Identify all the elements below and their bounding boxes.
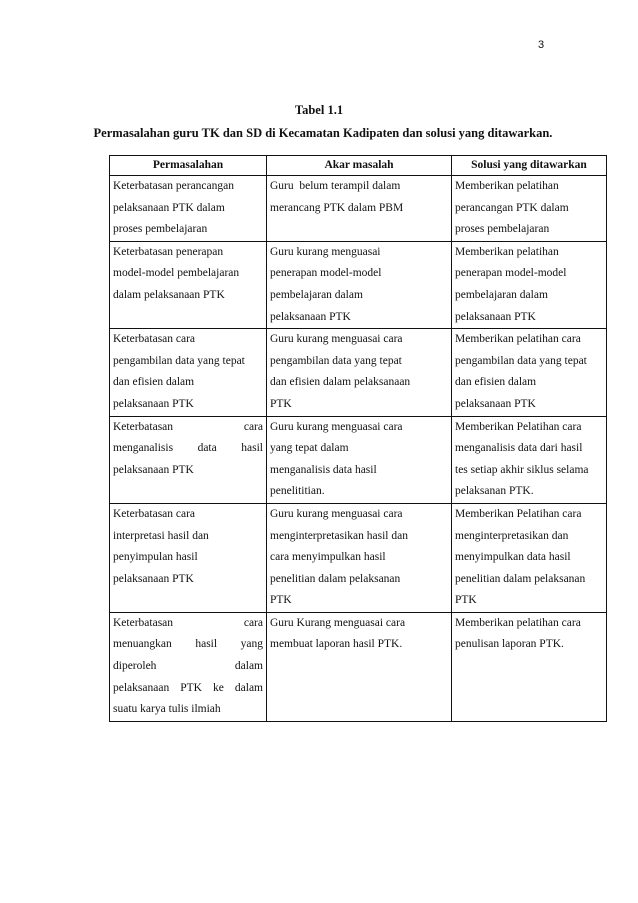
cell-line: menyimpulkan data hasil — [455, 551, 571, 564]
cell-line: pelaksanan PTK. — [455, 485, 534, 498]
problem-cell — [110, 329, 267, 416]
cell-line: pelaksanaan PTK — [455, 310, 536, 323]
cell-line: pembelajaran dalam — [270, 288, 363, 301]
cell-line: Guru kurang menguasai cara — [270, 507, 403, 520]
cell-line: interpretasi hasil dan — [113, 529, 209, 542]
cell-line: menganalisis data hasil — [113, 442, 263, 455]
cell-line: penerapan model-model — [455, 267, 567, 280]
solution-cell — [452, 612, 607, 721]
cell-line: PTK — [270, 594, 292, 607]
root-cause-cell — [267, 241, 452, 328]
problem-cell — [110, 503, 267, 612]
table-row — [110, 416, 607, 503]
cell-line: Keterbatasan penerapan — [113, 245, 224, 258]
cell-line: pelaksanaan PTK dalam — [113, 201, 225, 214]
cell-line: penerapan model-model — [270, 267, 382, 280]
header-solusi: Solusi yang ditawarkan — [452, 156, 607, 176]
cell-line: penyimpulan hasil — [113, 551, 198, 564]
cell-line: pelaksanaan PTK — [455, 397, 536, 410]
cell-line: penelitian dalam pelaksanan — [455, 572, 586, 585]
cell-line: penelitian dalam pelaksanan — [270, 572, 401, 585]
cell-line: Memberikan pelatihan cara — [455, 333, 581, 346]
cell-line: PTK — [455, 594, 477, 607]
problem-cell — [110, 416, 267, 503]
cell-line: cara menyimpulkan hasil — [270, 551, 386, 564]
cell-line: Keterbatasan perancangan — [113, 180, 234, 192]
cell-line: merancang PTK dalam PBM — [270, 201, 404, 214]
cell-line: Memberikan Pelatihan cara — [455, 420, 582, 433]
header-akar-masalah: Akar masalah — [267, 156, 452, 176]
cell-line: pelaksanaan PTK — [113, 397, 194, 410]
table-row — [110, 503, 607, 612]
cell-line: Keterbatasan cara — [113, 420, 263, 433]
cell-line: penulisan laporan PTK. — [455, 638, 564, 651]
problem-cell — [110, 241, 267, 328]
cell-line: dan efisien dalam — [455, 376, 537, 389]
cell-line: Memberikan pelatihan cara — [455, 616, 581, 629]
problems-table — [109, 155, 607, 722]
cell-line: Keterbatasan cara — [113, 507, 196, 520]
cell-line: suatu karya tulis ilmiah — [113, 703, 221, 716]
cell-line: Keterbatasan cara — [113, 333, 196, 346]
cell-line: pelaksanaan PTK — [113, 572, 194, 585]
root-cause-cell — [267, 612, 452, 721]
cell-line: menganalisis data dari hasil — [455, 442, 583, 455]
table-row — [110, 329, 607, 416]
cell-line: Guru belum terampil dalam — [270, 180, 401, 192]
cell-line: perancangan PTK dalam — [455, 201, 569, 214]
cell-line: membuat laporan hasil PTK. — [270, 638, 403, 651]
cell-line: penelititian. — [270, 485, 325, 498]
solution-cell — [452, 503, 607, 612]
cell-line: Guru kurang menguasai cara — [270, 420, 403, 433]
cell-line: Keterbatasan cara — [113, 616, 263, 629]
table-header-row — [110, 156, 607, 176]
problem-cell — [110, 176, 267, 242]
root-cause-cell — [267, 329, 452, 416]
table-title: Permasalahan guru TK dan SD di Kecamatan Kadipaten dan solusi yang ditawarkan. — [93, 126, 553, 140]
cell-line: model-model pembelajaran — [113, 267, 240, 280]
page-number: 3 — [538, 39, 545, 51]
cell-line: Memberikan pelatihan — [455, 245, 559, 258]
table-row — [110, 176, 607, 242]
cell-line: dan efisien dalam — [113, 376, 195, 389]
cell-line: PTK — [270, 397, 292, 410]
cell-line: proses pembelajaran — [113, 223, 208, 236]
root-cause-cell — [267, 503, 452, 612]
cell-line: Guru Kurang menguasai cara — [270, 616, 406, 629]
cell-line: pengambilan data yang tepat — [455, 354, 587, 367]
table-label: Tabel 1.1 — [294, 103, 344, 117]
cell-line: dan efisien dalam pelaksanaan — [270, 376, 411, 389]
root-cause-cell — [267, 176, 452, 242]
cell-line: pelaksanaan PTK ke dalam — [113, 681, 263, 694]
cell-line: dalam pelaksanaan PTK — [113, 288, 225, 301]
header-permasalahan: Permasalahan — [110, 156, 267, 176]
cell-line: diperoleh dalam — [113, 660, 263, 673]
solution-cell — [452, 329, 607, 416]
cell-line: yang tepat dalam — [270, 442, 349, 455]
problem-cell — [110, 612, 267, 721]
cell-line: menuangkan hasil yang — [113, 638, 263, 651]
solution-cell — [452, 416, 607, 503]
cell-line: menganalisis data hasil — [270, 463, 377, 476]
cell-line: Guru kurang menguasai cara — [270, 333, 403, 346]
cell-line: pelaksanaan PTK — [113, 463, 194, 476]
cell-line: pengambilan data yang tepat — [113, 354, 245, 367]
cell-line: tes setiap akhir siklus selama — [455, 463, 589, 476]
cell-line: pengambilan data yang tepat — [270, 354, 402, 367]
cell-line: menginterpretasikan dan — [455, 529, 569, 542]
table-row — [110, 241, 607, 328]
solution-cell — [452, 241, 607, 328]
cell-line: proses pembelajaran — [455, 223, 550, 236]
cell-line: pembelajaran dalam — [455, 288, 548, 301]
solution-cell — [452, 176, 607, 242]
cell-line: menginterpretasikan hasil dan — [270, 529, 408, 542]
root-cause-cell — [267, 416, 452, 503]
cell-line: Memberikan Pelatihan cara — [455, 507, 582, 520]
table-row — [110, 612, 607, 721]
cell-line: pelaksanaan PTK — [270, 310, 351, 323]
cell-line: Guru kurang menguasai — [270, 245, 381, 258]
cell-line: Memberikan pelatihan — [455, 180, 559, 192]
